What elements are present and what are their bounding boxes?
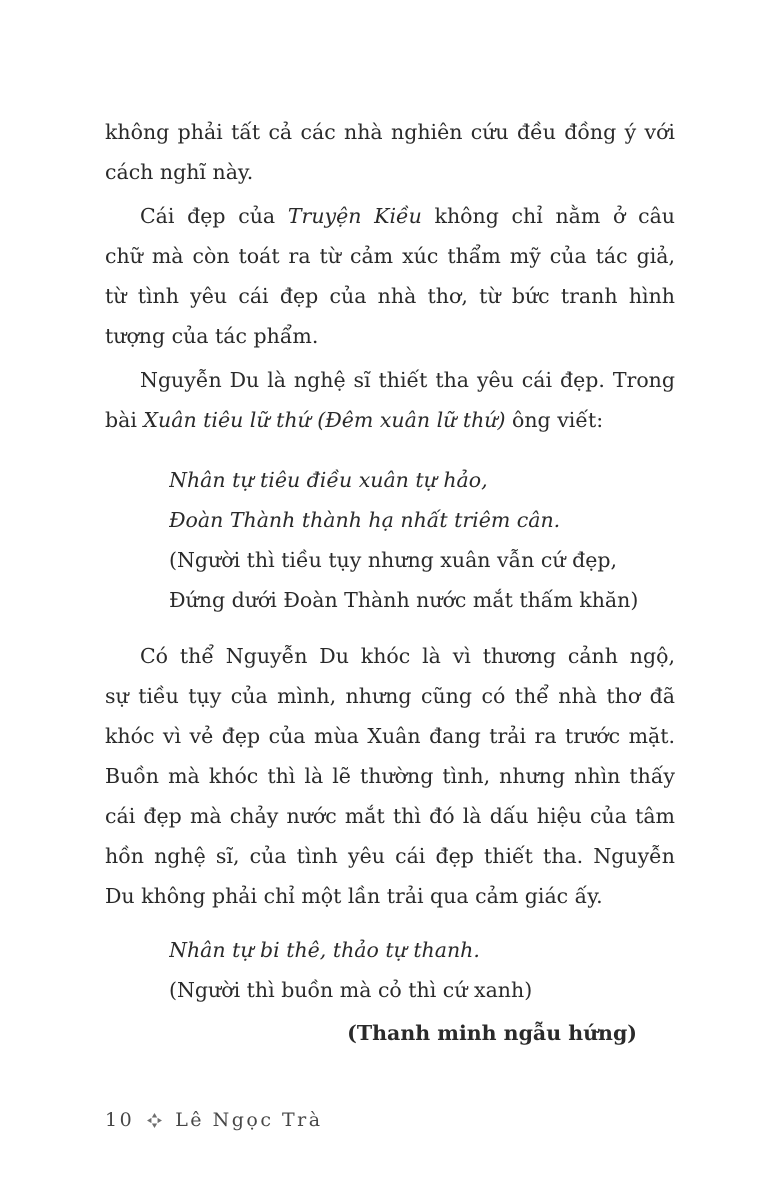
page-content — [105, 112, 675, 1053]
text-segment: (Người thì buồn mà cỏ thì cứ xanh) — [169, 978, 533, 1002]
text-line — [169, 580, 675, 620]
paragraph-block — [105, 636, 675, 916]
italic-text-segment: Xuân tiêu lữ thứ (Đêm xuân lữ thứ) — [143, 408, 506, 432]
running-author: Lê Ngọc Trà — [175, 1109, 323, 1131]
text-segment: (Người thì tiều tụy nhưng xuân vẫn cứ đẹp, — [169, 548, 617, 572]
text-line — [105, 1013, 675, 1053]
italic-text-segment: Nhân tự bi thê, thảo tự thanh. — [169, 938, 480, 962]
text-line — [169, 540, 675, 580]
italic-text-segment: Truyện Kiều — [287, 204, 422, 228]
text-segment: cái đẹp mà chảy nước mắt thì đó là dấu hiệu của tâm — [105, 804, 675, 828]
paragraph-block — [105, 196, 675, 356]
text-line — [105, 112, 675, 152]
text-line — [169, 460, 675, 500]
text-line — [105, 360, 675, 400]
text-line — [105, 276, 675, 316]
text-line — [105, 152, 675, 192]
italic-text-segment: Đoàn Thành thành hạ nhất triêm cân. — [169, 508, 561, 532]
text-segment: Có thể Nguyễn Du khóc là vì thương cảnh ngộ, — [140, 644, 675, 668]
text-segment: bài — [105, 408, 144, 432]
text-line — [169, 500, 675, 540]
page-footer — [105, 1103, 675, 1137]
text-line — [105, 876, 675, 916]
text-line — [105, 756, 675, 796]
text-line — [105, 716, 675, 756]
text-line — [105, 796, 675, 836]
text-line — [105, 196, 675, 236]
paragraph-block — [105, 112, 675, 192]
italic-text-segment: Nhân tự tiêu điều xuân tự hảo, — [169, 468, 488, 492]
text-line — [105, 676, 675, 716]
text-segment: hồn nghệ sĩ, của tình yêu cái đẹp thiết tha. Nguyễn — [105, 844, 675, 868]
text-segment: chữ mà còn toát ra từ cảm xúc thẩm mỹ của tác giả, — [105, 244, 675, 268]
text-line — [105, 836, 675, 876]
text-segment: tượng của tác phẩm. — [105, 324, 319, 348]
text-segment: không chỉ nằm ở câu — [421, 204, 675, 228]
quote-block — [169, 930, 675, 1010]
text-segment: cách nghĩ này. — [105, 160, 254, 184]
paragraph-block — [105, 360, 675, 440]
text-segment: Nguyễn Du là nghệ sĩ thiết tha yêu cái đẹp. Trong — [140, 368, 675, 392]
text-segment: sự tiều tụy của mình, nhưng cũng có thể nhà thơ đã — [105, 684, 675, 708]
text-segment: từ tình yêu cái đẹp của nhà thơ, từ bức tranh hình — [105, 284, 675, 308]
four-point-diamond-icon — [146, 1112, 163, 1129]
attribution-block — [105, 1013, 675, 1053]
text-line — [169, 930, 675, 970]
text-segment: ông viết: — [505, 408, 604, 432]
page-number: 10 — [105, 1109, 135, 1131]
text-line — [105, 316, 675, 356]
text-line — [169, 970, 675, 1010]
text-line — [105, 400, 675, 440]
quote-block — [169, 460, 675, 620]
text-segment: khóc vì vẻ đẹp của mùa Xuân đang trải ra trước mặt. — [105, 724, 675, 748]
text-segment: Buồn mà khóc thì là lẽ thường tình, nhưng nhìn thấy — [105, 764, 675, 788]
text-segment: Đứng dưới Đoàn Thành nước mắt thấm khăn) — [169, 588, 639, 612]
text-line — [105, 636, 675, 676]
text-segment: Cái đẹp của — [140, 204, 288, 228]
text-segment: (Thanh minh ngẫu hứng) — [347, 1021, 637, 1045]
text-segment: Du không phải chỉ một lần trải qua cảm giác ấy. — [105, 884, 603, 908]
text-line — [105, 236, 675, 276]
text-segment: không phải tất cả các nhà nghiên cứu đều đồng ý với — [105, 120, 675, 144]
